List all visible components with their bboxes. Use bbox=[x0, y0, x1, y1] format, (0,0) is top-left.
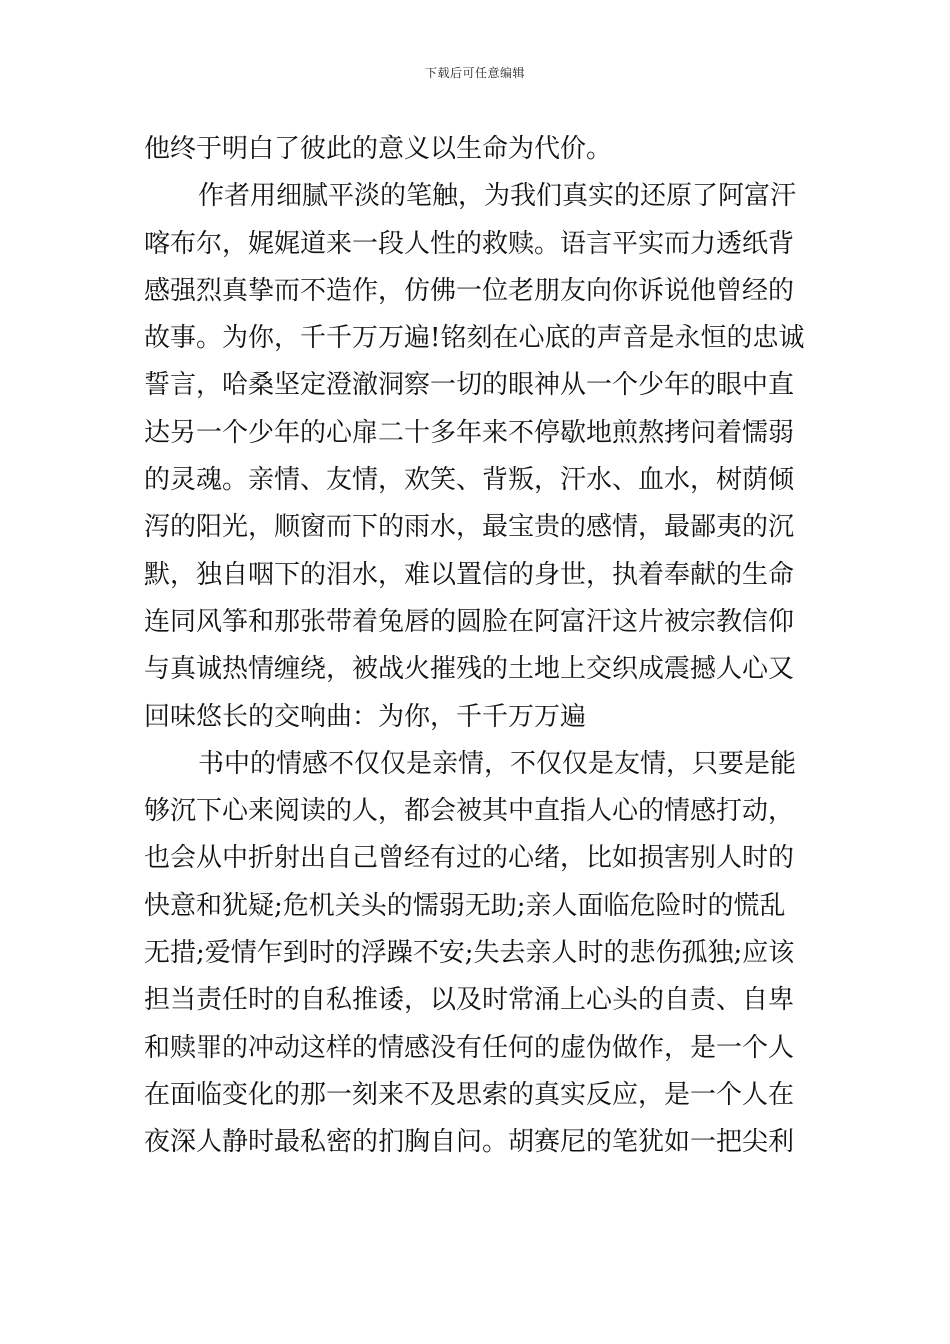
text-line: 和赎罪的冲动这样的情感没有任何的虚伪做作，是一个人 bbox=[144, 1032, 795, 1063]
text-line: 连同风筝和那张带着兔唇的圆脸在阿富汗这片被宗教信仰 bbox=[144, 606, 795, 637]
text-line: 泻的阳光，顺窗而下的雨水，最宝贵的感情，最鄙夷的沉 bbox=[144, 512, 795, 543]
text-line: 在面临变化的那一刻来不及思索的真实反应，是一个人在 bbox=[144, 1079, 795, 1110]
text-line: 达另一个少年的心扉二十多年来不停歇地煎熬拷问着懦弱 bbox=[144, 417, 795, 448]
text-line: 故事。为你，千千万万遍!铭刻在心底的声音是永恒的忠诚 bbox=[144, 323, 805, 354]
text-line: 也会从中折射出自己曾经有过的心绪，比如损害别人时的 bbox=[144, 843, 795, 874]
text-line: 夜深人静时最私密的扪胸自问。胡赛尼的笔犹如一把尖利 bbox=[144, 1127, 795, 1158]
text-line: 默，独自咽下的泪水，难以置信的身世，执着奉献的生命 bbox=[144, 559, 795, 590]
text-line: 感强烈真挚而不造作，仿佛一位老朋友向你诉说他曾经的 bbox=[144, 275, 795, 306]
text-line: 够沉下心来阅读的人，都会被其中直指人心的情感打动， bbox=[144, 796, 795, 827]
text-line: 与真诚热情缠绕，被战火摧残的土地上交织成震撼人心又 bbox=[144, 654, 795, 685]
body-text bbox=[144, 126, 812, 1167]
text-line: 快意和犹疑;危机关头的懦弱无助;亲人面临危险时的慌乱 bbox=[144, 890, 786, 921]
text-line: 回味悠长的交响曲：为你，千千万万遍 bbox=[144, 701, 587, 732]
text-line: 无措;爱情乍到时的浮躁不安;失去亲人时的悲伤孤独;应该 bbox=[144, 938, 795, 969]
paragraph-start-line: 书中的情感不仅仅是亲情，不仅仅是友情，只要是能 bbox=[198, 748, 797, 779]
header-note: 下载后可任意编辑 bbox=[424, 66, 525, 80]
text-line: 的灵魂。亲情、友情，欢笑、背叛，汗水、血水，树荫倾 bbox=[144, 465, 795, 496]
text-line: 他终于明白了彼此的意义以生命为代价。 bbox=[144, 134, 613, 164]
text-line: 担当责任时的自私推诿，以及时常涌上心头的自责、自卑 bbox=[144, 985, 795, 1016]
text-line: 誓言，哈桑坚定澄澈洞察一切的眼神从一个少年的眼中直 bbox=[144, 370, 795, 401]
text-line: 喀布尔，娓娓道来一段人性的救赎。语言平实而力透纸背 bbox=[144, 228, 795, 259]
paragraph-start-line: 作者用细腻平淡的笔触，为我们真实的还原了阿富汗 bbox=[198, 181, 797, 212]
